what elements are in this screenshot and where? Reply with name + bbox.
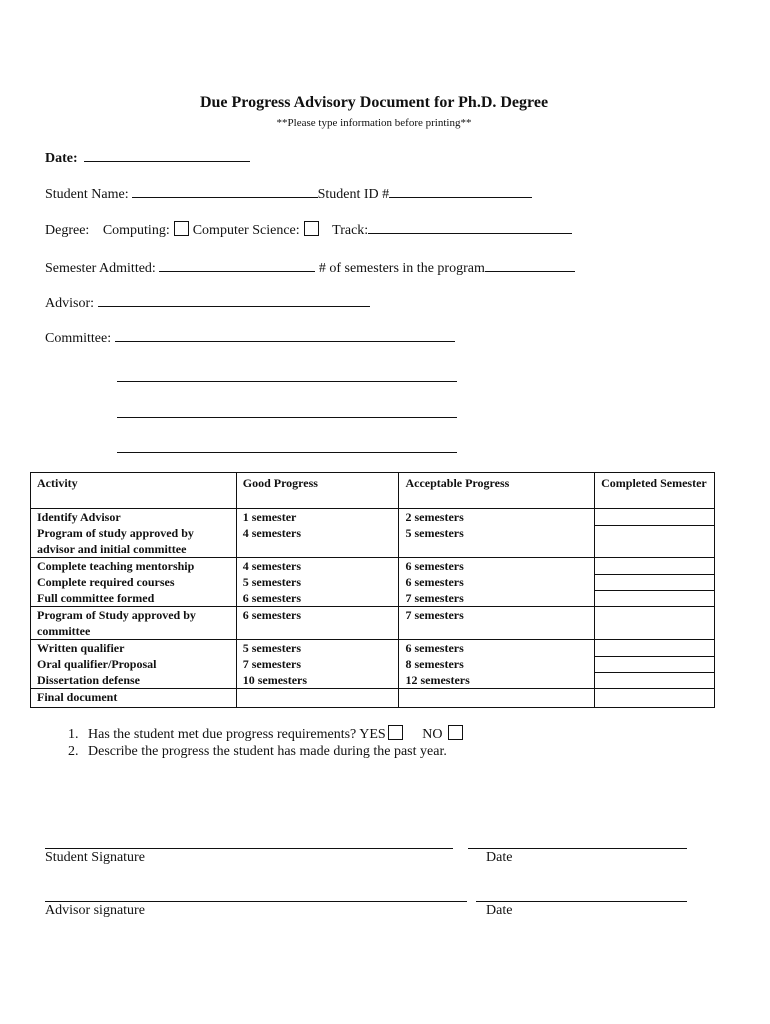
question-1-text: Has the student met due progress requirements? [88, 727, 357, 742]
activity-cell: Dissertation defense [31, 672, 237, 689]
completed-semester-cell[interactable] [595, 590, 715, 607]
activity-cell: Complete required courses [31, 574, 237, 590]
table-row [31, 672, 715, 689]
student-date-label: Date [486, 850, 513, 865]
committee-row [45, 329, 455, 347]
header-good-progress: Good Progress [236, 473, 399, 509]
committee-field-2[interactable] [117, 381, 457, 382]
completed-semester-cell[interactable] [595, 607, 715, 640]
activity-cell: Program of study approved by advisor and initial committee [31, 525, 237, 558]
advisor-row [45, 294, 370, 312]
question-1-number: 1. [68, 727, 79, 742]
advisor-date-line[interactable] [476, 901, 687, 902]
completed-semester-cell[interactable] [595, 656, 715, 672]
no-checkbox[interactable] [448, 725, 463, 740]
num-semesters-field[interactable] [485, 259, 575, 272]
acceptable-progress-cell: 6 semesters [399, 640, 595, 657]
good-progress-cell: 4 semesters [236, 558, 399, 575]
good-progress-cell: 1 semester [236, 509, 399, 526]
student-name-field[interactable] [132, 185, 318, 198]
computer-science-checkbox[interactable] [304, 221, 319, 236]
acceptable-progress-cell: 6 semesters [399, 574, 595, 590]
header-activity: Activity [31, 473, 237, 509]
acceptable-progress-cell[interactable] [399, 689, 595, 708]
table-row [31, 558, 715, 575]
student-date-line[interactable] [468, 848, 687, 849]
acceptable-progress-cell: 6 semesters [399, 558, 595, 575]
track-label: Track: [332, 223, 369, 238]
table-row [31, 656, 715, 672]
advisor-label: Advisor: [45, 296, 94, 311]
activity-cell: Program of Study approved by committee [31, 607, 237, 640]
num-semesters-label: # of semesters in the program [318, 261, 485, 276]
completed-semester-cell[interactable] [595, 672, 715, 689]
activity-cell: Full committee formed [31, 590, 237, 607]
computing-label: Computing: [102, 223, 170, 238]
good-progress-cell: 5 semesters [236, 574, 399, 590]
good-progress-cell: 6 semesters [236, 590, 399, 607]
acceptable-progress-cell: 7 semesters [399, 607, 595, 640]
degree-row [45, 221, 572, 239]
student-signature-line[interactable] [45, 848, 453, 849]
table-row [31, 525, 715, 558]
student-id-field[interactable] [389, 185, 532, 198]
table-row [31, 689, 715, 708]
semester-row [45, 259, 575, 277]
question-2-text: Describe the progress the student has made during the past year. [88, 744, 447, 759]
student-signature-label: Student Signature [45, 850, 145, 865]
completed-semester-cell[interactable] [595, 640, 715, 657]
progress-table [30, 472, 715, 708]
table-row [31, 509, 715, 526]
committee-field-1[interactable] [115, 329, 455, 342]
semester-admitted-field[interactable] [159, 259, 315, 272]
acceptable-progress-cell: 2 semesters [399, 509, 595, 526]
advisor-date-label: Date [486, 903, 513, 918]
activity-cell: Oral qualifier/Proposal [31, 656, 237, 672]
advisor-signature-line[interactable] [45, 901, 467, 902]
committee-label: Committee: [45, 331, 112, 346]
date-label: Date: [45, 151, 78, 166]
table-row [31, 607, 715, 640]
acceptable-progress-cell: 7 semesters [399, 590, 595, 607]
no-label: NO [422, 727, 443, 742]
acceptable-progress-cell: 5 semesters [399, 525, 595, 558]
student-name-label: Student Name: [45, 187, 129, 202]
header-acceptable-progress: Acceptable Progress [399, 473, 595, 509]
advisor-field[interactable] [98, 294, 370, 307]
completed-semester-cell[interactable] [595, 689, 715, 708]
computer-science-label: Computer Science: [192, 223, 300, 238]
completed-semester-cell[interactable] [595, 525, 715, 558]
document-subtitle: **Please type information before printing** [276, 117, 472, 129]
activity-cell: Written qualifier [31, 640, 237, 657]
completed-semester-cell[interactable] [595, 574, 715, 590]
yes-checkbox[interactable] [388, 725, 403, 740]
yes-label: YES [359, 727, 386, 742]
good-progress-cell: 5 semesters [236, 640, 399, 657]
table-row [31, 640, 715, 657]
table-row [31, 590, 715, 607]
question-2 [68, 744, 447, 760]
good-progress-cell: 4 semesters [236, 525, 399, 558]
activity-cell: Final document [31, 689, 237, 708]
date-field[interactable] [84, 149, 250, 162]
completed-semester-cell[interactable] [595, 558, 715, 575]
activity-cell: Complete teaching mentorship [31, 558, 237, 575]
student-row [45, 185, 532, 203]
advisor-signature-label: Advisor signature [45, 903, 145, 918]
student-id-label: Student ID # [317, 187, 390, 202]
good-progress-cell[interactable] [236, 689, 399, 708]
completed-semester-cell[interactable] [595, 509, 715, 526]
activity-cell: Identify Advisor [31, 509, 237, 526]
header-completed-semester: Completed Semester [595, 473, 715, 509]
computing-checkbox[interactable] [174, 221, 189, 236]
table-row [31, 574, 715, 590]
good-progress-cell: 7 semesters [236, 656, 399, 672]
table-header-row [31, 473, 715, 509]
date-row [45, 149, 250, 167]
semester-admitted-label: Semester Admitted: [45, 261, 156, 276]
good-progress-cell: 6 semesters [236, 607, 399, 640]
acceptable-progress-cell: 8 semesters [399, 656, 595, 672]
question-2-number: 2. [68, 744, 79, 759]
document-title: Due Progress Advisory Document for Ph.D. Degree [199, 94, 549, 111]
committee-field-4[interactable] [117, 452, 457, 453]
question-1 [68, 725, 467, 743]
committee-field-3[interactable] [117, 417, 457, 418]
acceptable-progress-cell: 12 semesters [399, 672, 595, 689]
degree-label: Degree: [45, 223, 90, 238]
good-progress-cell: 10 semesters [236, 672, 399, 689]
track-field[interactable] [368, 221, 572, 234]
